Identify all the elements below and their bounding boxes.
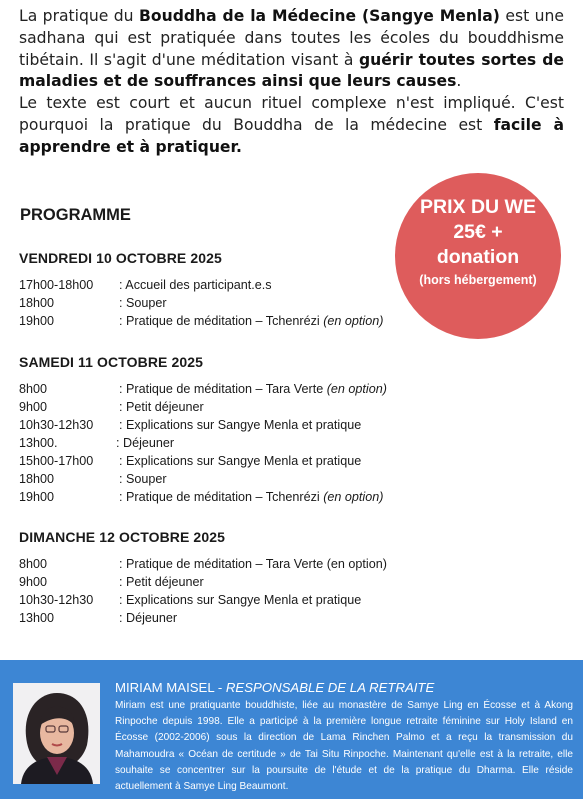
bio-text: Miriam est une pratiquante bouddhiste, liée au monastère de Samye Ling en Écosse et à Akong Rinpoche depuis 1998. Elle a participé à la première longue retraite féminine sur Holy Island en Écosse (2002-2006) sous la direction de Lama Rinchen Palmo et a reçu la transmission du Mahamoudra « Océan de certitude » de Tai Situ Rinpoche. Maintenant qu'elle est à la retraite, elle souhaite se concentrer sur la poursuite de l'étude et de la pratique du Dharma. Elle réside actuellement à Samye Ling Beaumont.: [115, 700, 573, 793]
day-title: VENDREDI 10 OCTOBRE 2025: [19, 250, 222, 266]
schedule-time: 13h00: [19, 611, 55, 625]
bio-separator: -: [214, 680, 226, 695]
intro-text-segment: La pratique du: [19, 7, 139, 25]
schedule-row: [19, 312, 384, 330]
schedule-row: [19, 573, 225, 591]
schedule-activity: [119, 573, 204, 591]
activity-text: : Petit déjeuner: [119, 575, 204, 589]
schedule-time: 8h00: [19, 382, 48, 396]
schedule-row: [19, 416, 362, 434]
schedule-row: [19, 452, 362, 470]
schedule-row: [19, 470, 203, 488]
schedule-activity: [119, 294, 167, 312]
schedule-activity: [119, 470, 167, 488]
schedule-time: 10h30-12h30: [19, 593, 94, 607]
schedule-row: [19, 380, 387, 398]
day-title: SAMEDI 11 OCTOBRE 2025: [19, 354, 204, 370]
schedule-row: [19, 488, 384, 506]
schedule-time: 19h00: [19, 490, 55, 504]
day-friday: [19, 250, 384, 330]
schedule-row: [19, 294, 222, 312]
intro-text-segment: .: [456, 72, 462, 91]
schedule-activity: [119, 555, 387, 573]
activity-text: : Souper: [119, 472, 167, 486]
schedule-time: 17h00-18h00: [19, 278, 94, 292]
schedule-time: 19h00: [19, 314, 55, 328]
schedule-activity: [119, 488, 383, 506]
footer-bio-section: [0, 660, 583, 799]
schedule-time: 18h00: [19, 472, 55, 486]
bio-role: RESPONSABLE DE LA RETRAITE: [225, 680, 435, 695]
intro-paragraph-2: [19, 93, 564, 158]
schedule-time: 9h00: [19, 400, 48, 414]
activity-text: : Petit déjeuner: [119, 400, 204, 414]
schedule-activity: [119, 312, 383, 330]
activity-note: (en option): [323, 490, 384, 504]
intro-text: [19, 6, 564, 159]
day-saturday: [19, 354, 387, 506]
schedule-activity: [119, 276, 272, 294]
intro-text-segment: est une sadhana qui est pratiquée dans toutes les écoles du bouddhisme tibétain. Il s'agit d'une méditation visant à: [19, 7, 564, 69]
activity-text: : Pratique de méditation – Tchenrézi: [119, 490, 324, 504]
portrait-photo: [13, 683, 100, 784]
intro-text-bold: Bouddha de la Médecine (Sangye Menla): [139, 7, 500, 25]
schedule-time: 8h00: [19, 557, 48, 571]
day-title: DIMANCHE 12 OCTOBRE 2025: [19, 529, 225, 545]
schedule-activity: [119, 591, 361, 609]
intro-paragraph-1: [19, 6, 564, 93]
intro-text-segment: Le texte est court et aucun rituel complexe n'est impliqué. C'est pourquoi la pratique du Bouddha de la médecine est: [19, 94, 564, 134]
schedule-activity: [119, 380, 387, 398]
schedule-activity: [119, 452, 361, 470]
activity-text: : Accueil des participant.e.s: [119, 278, 272, 292]
schedule-row: [19, 276, 272, 294]
price-badge-note: (hors hébergement): [419, 273, 537, 287]
intro-text-bold: facile à apprendre et à pratiquer.: [19, 115, 564, 156]
activity-text: : Déjeuner: [119, 611, 178, 625]
activity-text: : Déjeuner: [116, 436, 175, 450]
schedule-activity: [119, 609, 177, 627]
schedule-row: [19, 434, 203, 452]
schedule-activity: [119, 416, 361, 434]
price-badge-donation: donation: [436, 246, 520, 268]
schedule-row: [19, 555, 387, 573]
price-badge: [395, 173, 561, 339]
programme-title: PROGRAMME: [20, 206, 131, 224]
schedule-activity: [116, 434, 174, 452]
intro-text-bold: guérir toutes sortes de maladies et de souffrances ainsi que leurs causes: [19, 50, 564, 91]
schedule-time: 9h00: [19, 575, 48, 589]
schedule-activity: [119, 398, 204, 416]
price-badge-amount: 25€ +: [453, 221, 503, 243]
activity-text: : Explications sur Sangye Menla et pratique: [119, 454, 362, 468]
activity-text: : Pratique de méditation – Tchenrézi: [119, 314, 324, 328]
schedule-row: [19, 609, 225, 627]
bio-heading: [115, 680, 434, 695]
schedule-time: 10h30-12h30: [19, 418, 94, 432]
day-sunday: [19, 529, 387, 627]
activity-text: : Explications sur Sangye Menla et pratique: [119, 593, 362, 607]
price-badge-title: PRIX DU WE: [420, 196, 536, 218]
schedule-row: [19, 591, 362, 609]
schedule-time: 18h00: [19, 296, 55, 310]
schedule-row: [19, 398, 203, 416]
activity-text: : Pratique de méditation – Tara Verte (en option): [119, 557, 387, 571]
activity-text: : Explications sur Sangye Menla et pratique: [119, 418, 362, 432]
activity-text: : Souper: [119, 296, 167, 310]
bio-name: MIRIAM MAISEL: [115, 680, 215, 695]
schedule-time: 13h00.: [19, 436, 58, 450]
schedule-time: 15h00-17h00: [19, 454, 94, 468]
activity-note: (en option): [323, 314, 384, 328]
activity-note: (en option): [326, 382, 387, 396]
activity-text: : Pratique de méditation – Tara Verte: [119, 382, 327, 396]
